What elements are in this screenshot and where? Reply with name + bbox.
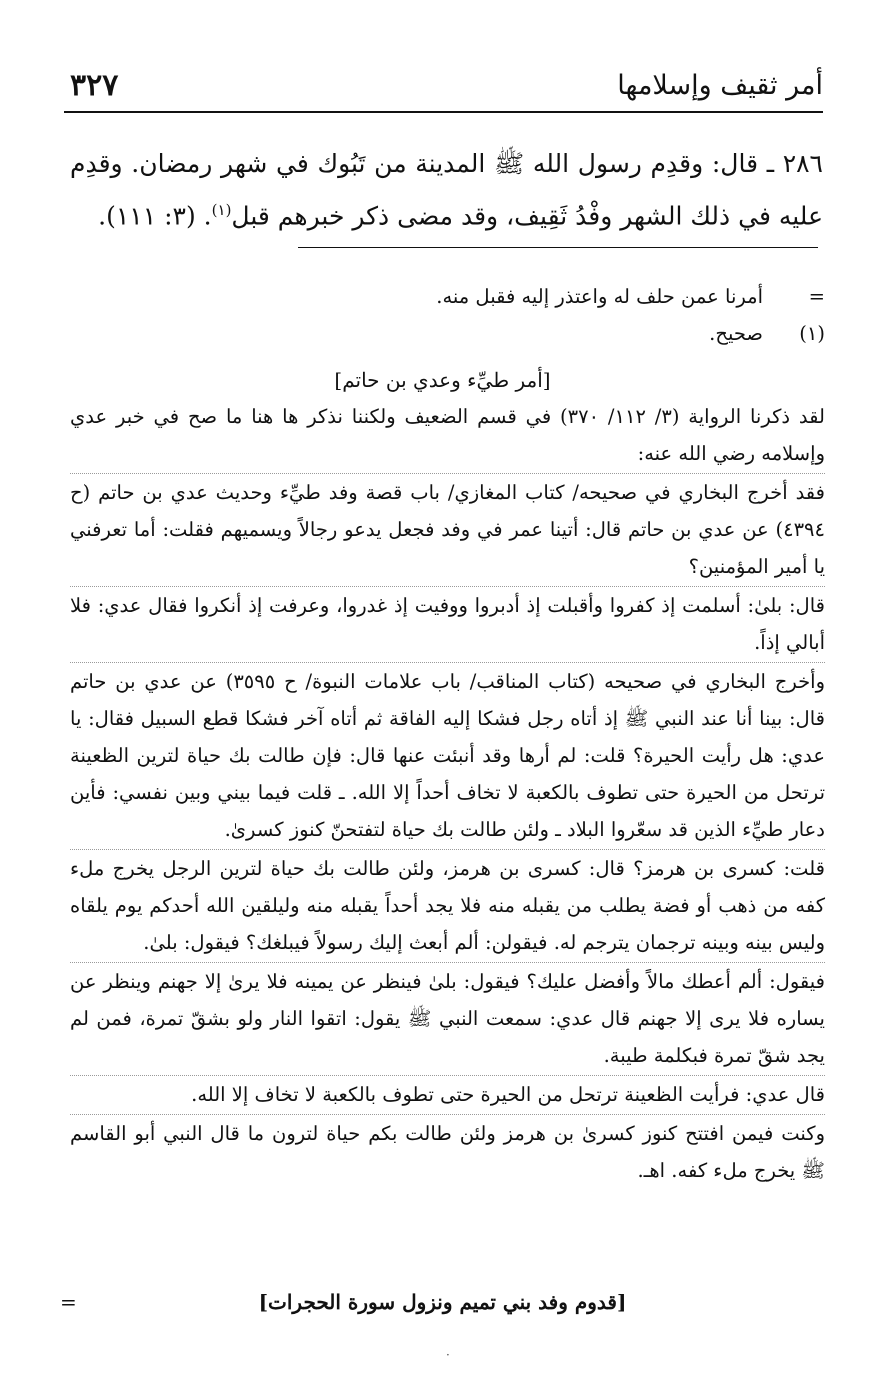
page-header	[64, 66, 823, 112]
footnote-continued	[70, 278, 825, 315]
main-text	[70, 140, 823, 239]
footnotes	[70, 278, 825, 352]
main-paragraph	[70, 140, 823, 239]
footnote-text: صحيح.	[709, 322, 763, 345]
main-text-body: ٢٨٦ ـ قال: وقدِم رسول الله ﷺ المدينة من تَبُوك في شهر رمضان. وقدِم عليه في ذلك الشهر وفْدُ ثَقِيف، وقد مضى ذكر خبرهم قبل	[70, 149, 823, 231]
running-title: أمر ثقيف وإسلامها	[617, 70, 823, 101]
footnote-marker: (١)	[799, 322, 825, 345]
paragraph: قال: بلىٰ: أسلمت إذ كفروا وأقبلت إذ أدبروا ووفيت إذ غدروا، وعرفت إذ أنكروا فقال عدي: فلا أبالي إذاً.	[70, 587, 825, 663]
section-title: [أمر طيِّء وعدي بن حاتم]	[334, 368, 551, 392]
continuation-marker: =	[60, 1290, 77, 1314]
paragraph: فيقول: ألم أعطك مالاً وأفضل عليك؟ فيقول: بلىٰ فينظر عن يمينه فلا يرىٰ إلا جهنم وينظر عن يساره فلا يرى إلا جهنم قال عدي: سمعت النبي ﷺ يقول: اتقوا النار ولو بشقّ تمرة، فمن لم يجد شقّ تمرة فبكلمة طيبة.	[70, 963, 825, 1076]
footnote-ref: (١)	[211, 201, 232, 219]
paragraph: قال عدي: فرأيت الظعينة ترتحل من الحيرة حتى تطوف بالكعبة لا تخاف إلا الله.	[70, 1076, 825, 1115]
next-section-title: [قدوم وفد بني تميم ونزول سورة الحجرات]	[258, 1290, 627, 1314]
paragraph: وكنت فيمن افتتح كنوز كسرىٰ بن هرمز ولئن طالت بكم حياة لترون ما قال النبي أبو القاسم ﷺ يخرج ملء كفه. اهـ.	[70, 1122, 825, 1182]
footnote-1	[70, 315, 825, 352]
paragraph: وأخرج البخاري في صحيحه (كتاب المناقب/ باب علامات النبوة/ ح ٣٥٩٥) عن عدي بن حاتم قال: بينا أنا عند النبي ﷺ إذ أتاه رجل فشكا إليه الفاقة ثم أتاه آخر فشكا قطع السبيل فقال: يا عدي: هل رأيت الحيرة؟ قلت: لم أرها وقد أنبئت عنها قال: فإن طالت بك حياة لترين الظعينة ترتحل من الحيرة حتى تطوف بالكعبة لا تخاف أحداً إلا الله. ـ قلت فيما بيني وبين نفسي: فأين دعار طيِّء الذين قد سعّروا البلاد ـ ولئن طالت بك حياة لتفتحنّ كنوز كسرىٰ.	[70, 663, 825, 850]
footnote-marker: =	[808, 285, 825, 308]
print-mark: ·	[446, 1348, 450, 1362]
main-text-end: . (٣: ١١١).	[98, 201, 212, 231]
paragraph: لقد ذكرنا الرواية (٣/ ١١٢/ ٣٧٠) في قسم الضعيف ولكننا نذكر ها هنا ما صح في خبر عدي وإسلامه رضي الله عنه:	[70, 398, 825, 474]
paragraph: قلت: كسرى بن هرمز؟ قال: كسرى بن هرمز، ولئن طالت بك حياة لترين الرجل يخرج ملء كفه من ذهب أو فضة يطلب من يقبله منه فلا يجد أحداً يقبله منه وليلقين الله أحدكم يوم يلقاه وليس بينه وبينه ترجمان يترجم له. فيقولن: ألم أبعث إليك رسولاً فيبلغك؟ فيقول: بلىٰ.	[70, 850, 825, 963]
footnote-body	[70, 398, 825, 1190]
header-rule	[64, 111, 823, 113]
footnote-text: أمرنا عمن حلف له واعتذر إليه فقبل منه.	[436, 285, 763, 308]
page-number: ٣٢٧	[70, 68, 119, 103]
paragraph: فقد أخرج البخاري في صحيحه/ كتاب المغازي/ باب قصة وفد طيِّء وحديث عدي بن حاتم (ح ٤٣٩٤) عن عدي بن حاتم قال: أتينا عمر في وفد فجعل يدعو رجالاً ويسميهم فقلت: أما تعرفني يا أمير المؤمنين؟	[70, 474, 825, 587]
footnote-separator	[298, 247, 818, 248]
